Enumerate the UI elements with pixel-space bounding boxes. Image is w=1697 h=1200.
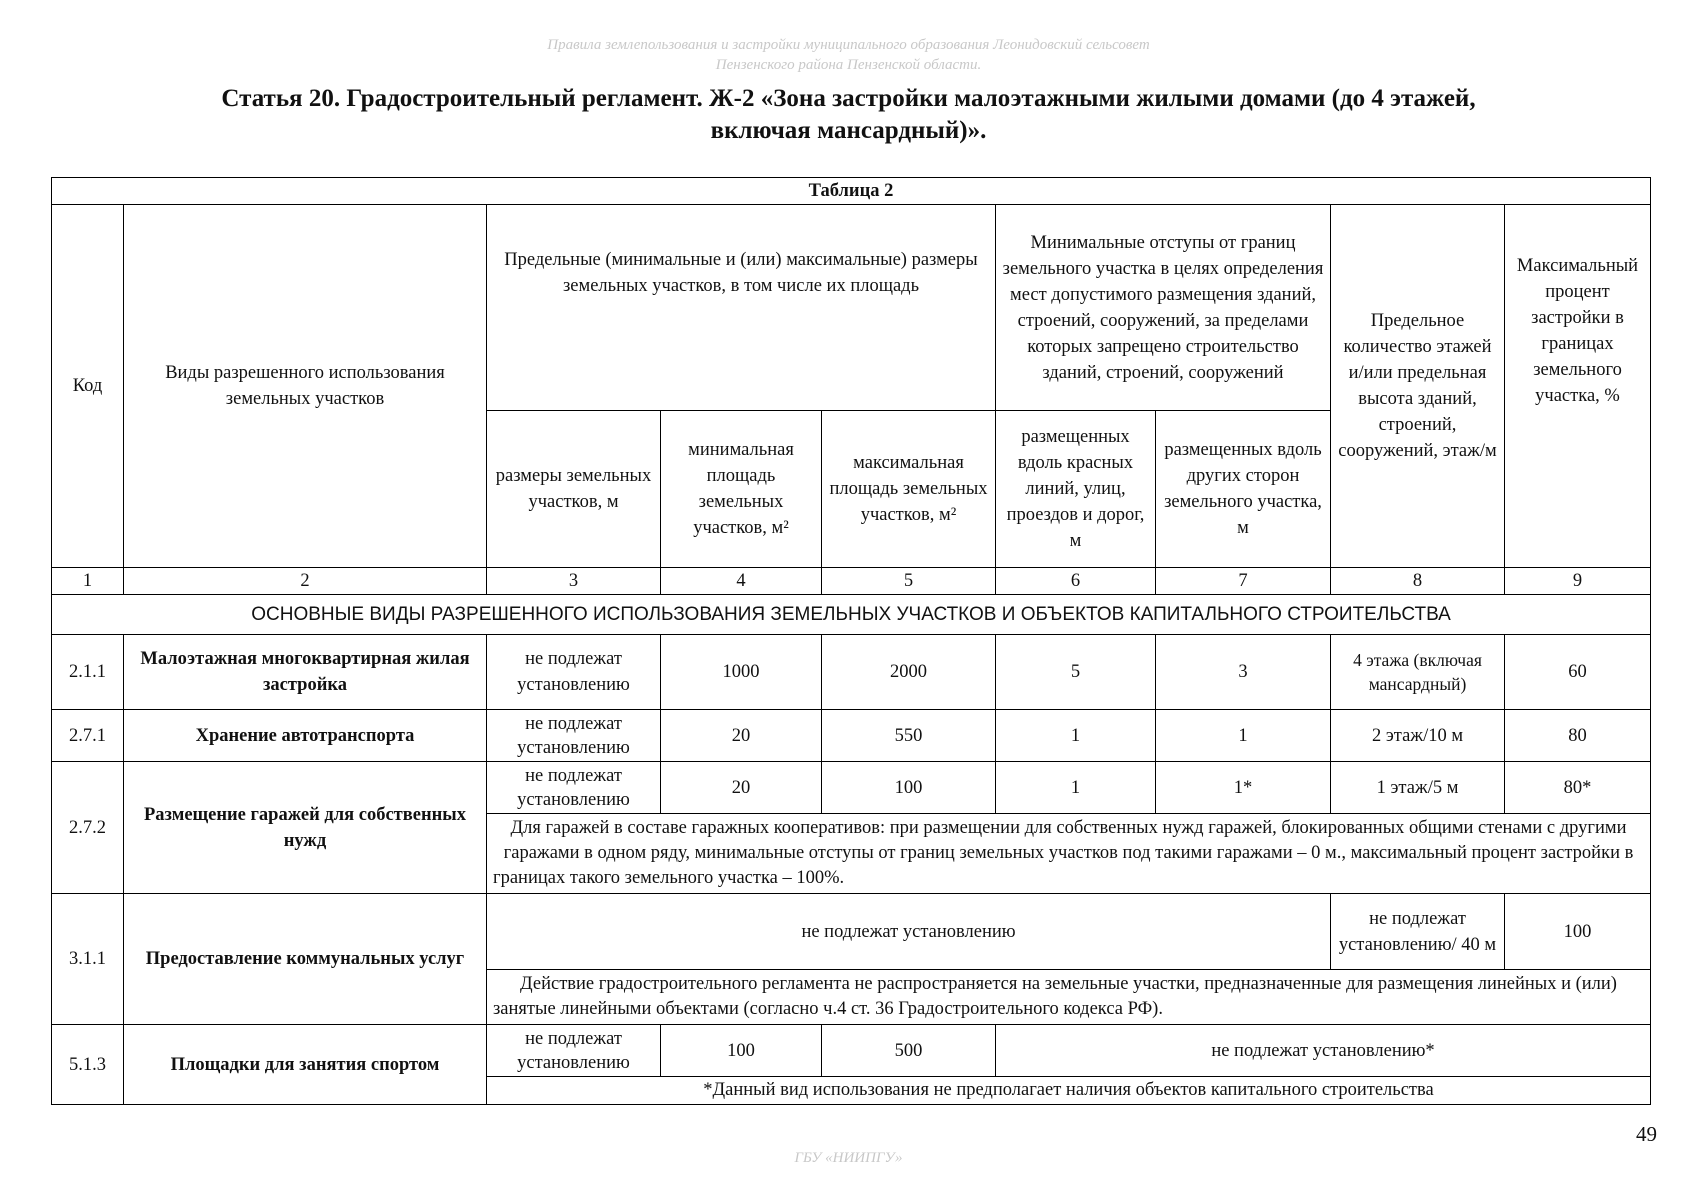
table-row xyxy=(52,894,1651,970)
header-code: Код xyxy=(52,205,124,568)
article-title-line2: включая мансардный)». xyxy=(710,117,987,144)
row-setback-red: 1 xyxy=(996,710,1156,762)
row-min-area: 1000 xyxy=(661,635,822,710)
row-min-area: 20 xyxy=(661,710,822,762)
row-name: Площадки для занятия спортом xyxy=(124,1025,487,1105)
row-max-area: 550 xyxy=(822,710,996,762)
row-note: Действие градостроительного регламента не распространяется на земельные участки, предназначенные для размещения линейных и (или) занятые линейными объектами (согласно ч.4 ст. 36 Градостроительного кодекса РФ). xyxy=(487,970,1651,1025)
col-number: 4 xyxy=(661,568,822,595)
header-floors: Предельное количество этажей и/или предельная высота зданий, строений, сооружений, этаж/м xyxy=(1331,205,1505,568)
table-row xyxy=(52,710,1651,762)
row-params: не подлежат установлению xyxy=(487,894,1331,970)
footer: ГБУ «НИИПГУ» xyxy=(794,1150,903,1166)
row-setback-red: 1 xyxy=(996,762,1156,814)
header-min-area: минимальная площадь земельных участков, м² xyxy=(661,411,822,568)
row-setback-other: 3 xyxy=(1156,635,1331,710)
col-number: 6 xyxy=(996,568,1156,595)
col-number: 7 xyxy=(1156,568,1331,595)
header-max-percent: Максимальный процент застройки в границах земельного участка, % xyxy=(1505,205,1651,568)
col-number: 9 xyxy=(1505,568,1651,595)
row-setback-other: 1 xyxy=(1156,710,1331,762)
header-setback-red: размещенных вдоль красных линий, улиц, проездов и дорог, м xyxy=(996,411,1156,568)
row-min-area: 100 xyxy=(661,1025,822,1077)
table-row xyxy=(52,1025,1651,1077)
col-number: 8 xyxy=(1331,568,1505,595)
row-name: Размещение гаражей для собственных нужд xyxy=(124,762,487,894)
table-row xyxy=(52,762,1651,814)
row-percent: 80 xyxy=(1505,710,1651,762)
row-percent: 100 xyxy=(1505,894,1651,970)
row-code: 2.7.1 xyxy=(52,710,124,762)
row-floors: 4 этажа (включая мансардный) xyxy=(1331,635,1505,710)
row-note: *Данный вид использования не предполагает наличия объектов капитального строительства xyxy=(487,1077,1651,1105)
row-sizes: не подлежат установлению xyxy=(487,1025,661,1077)
col-number: 1 xyxy=(52,568,124,595)
page-number: 49 xyxy=(1636,1122,1657,1146)
table-label: Таблица 2 xyxy=(52,178,1651,205)
header-sizes-group: Предельные (минимальные и (или) максимальные) размеры земельных участков, в том числе их площадь xyxy=(487,205,996,411)
row-rest: не подлежат установлению* xyxy=(996,1025,1651,1077)
column-numbers-row xyxy=(52,568,1651,595)
row-sizes: не подлежат установлению xyxy=(487,762,661,814)
row-name: Малоэтажная многоквартирная жилая застройка xyxy=(124,635,487,710)
col-number: 5 xyxy=(822,568,996,595)
row-name: Предоставление коммунальных услуг xyxy=(124,894,487,1025)
running-head-line2: Пензенского района Пензенской области. xyxy=(715,57,982,73)
header-setbacks-group: Минимальные отступы от границ земельного участка в целях определения мест допустимого размещения зданий, строений, сооружений, за пределами которых запрещено строительство зданий, строений, сооружений xyxy=(996,205,1331,411)
table-row xyxy=(52,635,1651,710)
header-setback-other: размещенных вдоль других сторон земельного участка, м xyxy=(1156,411,1331,568)
row-floors: не подлежат установлению/ 40 м xyxy=(1331,894,1505,970)
row-max-area: 500 xyxy=(822,1025,996,1077)
row-code: 3.1.1 xyxy=(52,894,124,1025)
row-code: 5.1.3 xyxy=(52,1025,124,1105)
row-floors: 1 этаж/5 м xyxy=(1331,762,1505,814)
regulation-table xyxy=(51,177,1651,1105)
col-number: 2 xyxy=(124,568,487,595)
row-setback-other: 1* xyxy=(1156,762,1331,814)
row-min-area: 20 xyxy=(661,762,822,814)
article-title-line1: Статья 20. Градостроительный регламент. Ж-2 «Зона застройки малоэтажными жилыми домами (до 4 этажей, xyxy=(221,85,1476,112)
row-name: Хранение автотранспорта xyxy=(124,710,487,762)
row-floors: 2 этаж/10 м xyxy=(1331,710,1505,762)
header-sizes: размеры земельных участков, м xyxy=(487,411,661,568)
row-percent: 60 xyxy=(1505,635,1651,710)
row-note: Для гаражей в составе гаражных кооперативов: при размещении для собственных нужд гаражей, блокированных общими стенами с другими гаражами в одном ряду, минимальные отступы от границ земельных участков под такими гаражами – 0 м., максимальный процент застройки в границах такого земельного участка – 100%. xyxy=(487,814,1651,894)
running-head-line1: Правила землепользования и застройки муниципального образования Леонидовский сельсовет xyxy=(547,37,1150,53)
row-percent: 80* xyxy=(1505,762,1651,814)
row-code: 2.7.2 xyxy=(52,762,124,894)
row-max-area: 2000 xyxy=(822,635,996,710)
header-types: Виды разрешенного использования земельных участков xyxy=(124,205,487,568)
row-code: 2.1.1 xyxy=(52,635,124,710)
col-number: 3 xyxy=(487,568,661,595)
row-setback-red: 5 xyxy=(996,635,1156,710)
row-sizes: не подлежат установлению xyxy=(487,635,661,710)
header-max-area: максимальная площадь земельных участков, м² xyxy=(822,411,996,568)
row-max-area: 100 xyxy=(822,762,996,814)
row-sizes: не подлежат установлению xyxy=(487,710,661,762)
section-title: ОСНОВНЫЕ ВИДЫ РАЗРЕШЕННОГО ИСПОЛЬЗОВАНИЯ ЗЕМЕЛЬНЫХ УЧАСТКОВ И ОБЪЕКТОВ КАПИТАЛЬНОГО СТРОИТЕЛЬСТВА xyxy=(52,595,1651,635)
